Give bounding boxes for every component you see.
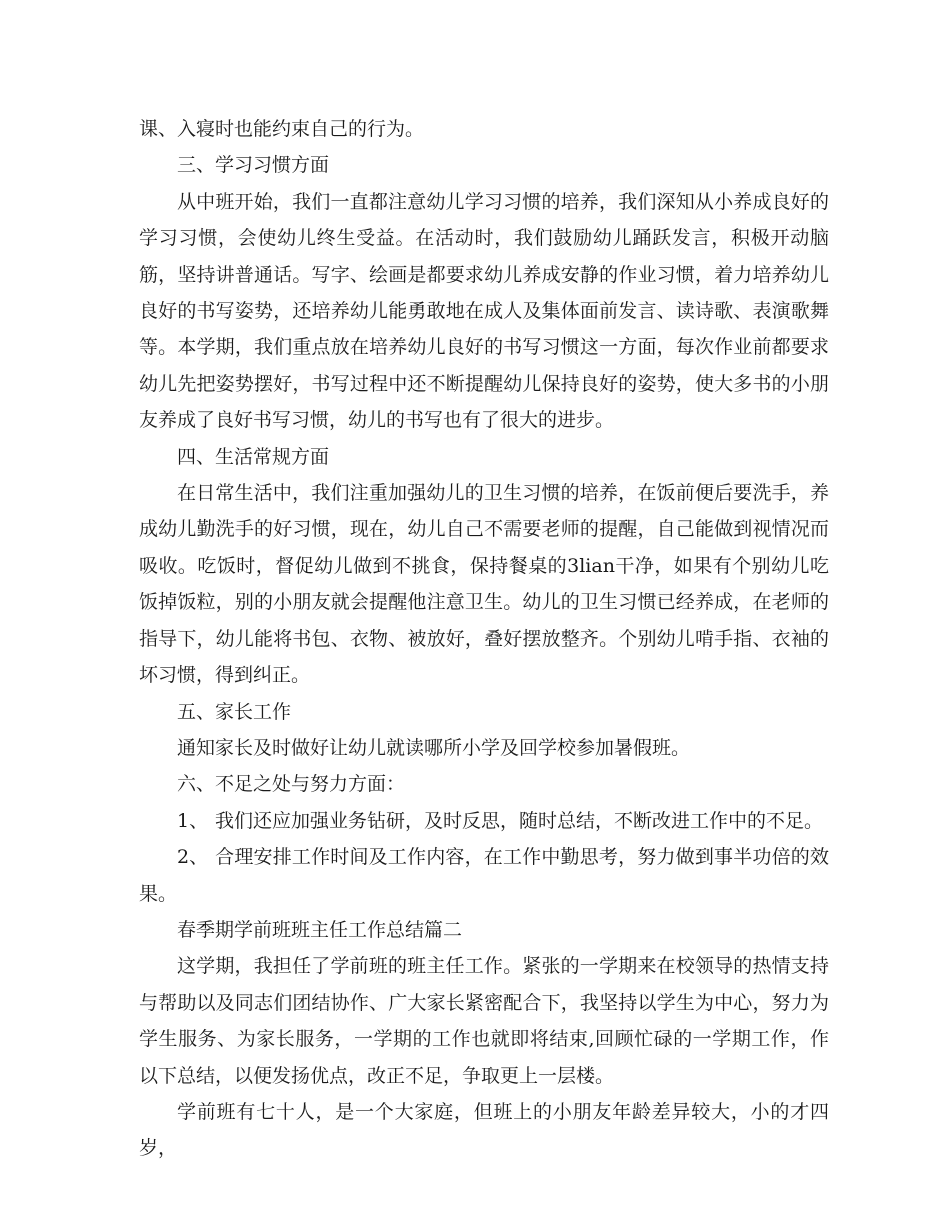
paragraph-class-size: 学前班有七十人，是一个大家庭，但班上的小朋友年龄差异较大，小的才四岁， xyxy=(139,1100,829,1160)
section-heading-daily-routine: 四、生活常规方面 xyxy=(177,445,330,468)
paragraph-study-habits: 从中班开始，我们一直都注意幼儿学习习惯的培养，我们深知从小养成良好的学习习惯，会使幼儿终生受益。在活动时，我们鼓励幼儿踊跃发言，积极开动脑筋，坚持讲普通话。写字、绘画是都要求幼儿养成安静的作业习惯，着力培养幼儿良好的书写姿势，还培养幼儿能勇敢地在成人及集体面前发言、读诗歌、表演歌舞等。本学期，我们重点放在培养幼儿良好的书写习惯这一方面，每次作业前都要求幼儿先把姿势摆好，书写过程中还不断提醒幼儿保持良好的姿势，使大多书的小朋友养成了良好书写习惯，幼儿的书写也有了很大的进步。 xyxy=(139,190,829,432)
list-number: 2、 xyxy=(177,846,209,869)
paragraph-daily-routine: 在日常生活中，我们注重加强幼儿的卫生习惯的培养，在饭前便后要洗手，养成幼儿勤洗手的好习惯，现在，幼儿自己不需要老师的提醒，自己能做到视情况而吸收。吃饭时，督促幼儿做到不挑食，保持餐桌的3lian干净，如果有个别幼儿吃饭掉饭粒，别的小朋友就会提醒他注意卫生。幼儿的卫生习惯已经养成，在老师的指导下，幼儿能将书包、衣物、被放好，叠好摆放整齐。个别幼儿啃手指、衣袖的坏习惯，得到纠正。 xyxy=(139,482,829,687)
list-item-2 xyxy=(139,839,829,912)
section-heading-shortcomings: 六、不足之处与努力方面： xyxy=(177,773,406,796)
paragraph-parent-work: 通知家长及时做好让幼儿就读哪所小学及回学校参加暑假班。 xyxy=(177,736,691,759)
section-heading-study-habits: 三、学习习惯方面 xyxy=(177,154,330,177)
article-title-part-two: 春季期学前班班主任工作总结篇二 xyxy=(177,918,463,941)
paragraph-intro-part-two: 这学期，我担任了学前班的班主任工作。紧张的一学期来在校领导的热情支持与帮助以及同志们团结协作、广大家长紧密配合下，我坚持以学生为中心，努力为学生服务、为家长服务，一学期的工作也就即将结束,回顾忙碌的一学期工作，作以下总结，以便发扬优点，改正不足，争取更上一层楼。 xyxy=(139,955,829,1087)
list-item-1 xyxy=(139,803,829,839)
paragraph-continuation: 课、入寝时也能约束自己的行为。 xyxy=(139,118,425,140)
list-number: 1、 xyxy=(177,809,209,832)
document-body xyxy=(139,111,829,1167)
section-heading-parent-work: 五、家长工作 xyxy=(177,700,292,723)
list-text: 合理安排工作时间及工作内容，在工作中勤思考，努力做到事半功倍的效果。 xyxy=(139,846,829,905)
list-text: 我们还应加强业务钻研，及时反思，随时总结，不断改进工作中的不足。 xyxy=(215,809,824,832)
